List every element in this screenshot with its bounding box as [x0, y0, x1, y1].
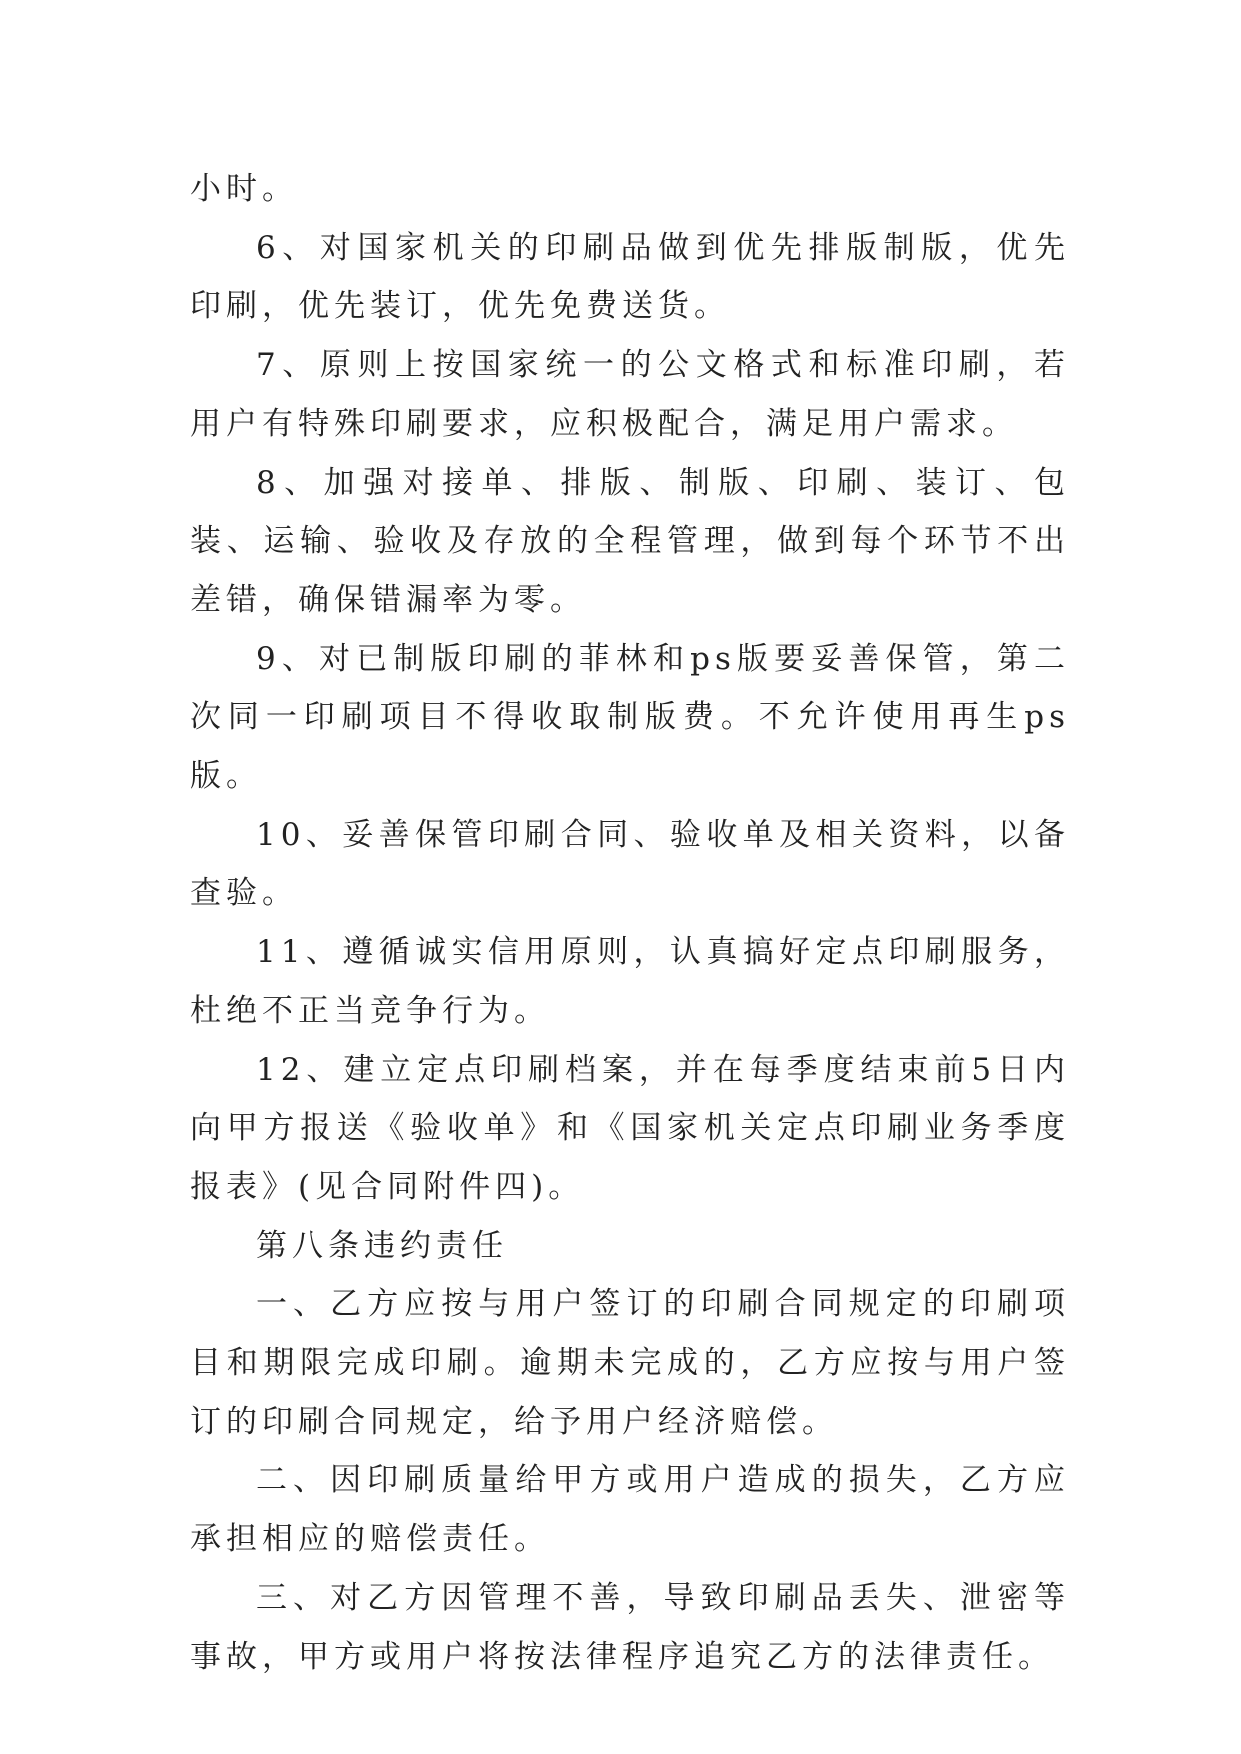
paragraph-liability-3: 三、对乙方因管理不善，导致印刷品丢失、泄密等事故，甲方或用户将按法律程序追究乙方的法律责任。: [190, 1579, 1070, 1675]
section-heading-article-8: 第八条违约责任: [256, 1227, 508, 1264]
paragraph-item-10: 10、妥善保管印刷合同、验收单及相关资料，以备查验。: [190, 816, 1070, 912]
paragraph-liability-2: 二、因印刷质量给甲方或用户造成的损失，乙方应承担相应的赔偿责任。: [190, 1462, 1070, 1558]
paragraph-continuation: 小时。: [190, 171, 298, 207]
document-body: [190, 160, 1070, 1686]
paragraph-item-11: 11、遵循诚实信用原则，认真搞好定点印刷服务，杜绝不正当竞争行为。: [190, 934, 1070, 1029]
paragraph-item-9: 9、对已制版印刷的菲林和ps版要妥善保管，第二次同一印刷项目不得收取制版费。不允许使用再生ps版。: [190, 640, 1070, 795]
paragraph-item-12: 12、建立定点印刷档案，并在每季度结束前5日内向甲方报送《验收单》和《国家机关定点印刷业务季度报表》(见合同附件四)。: [190, 1051, 1070, 1205]
paragraph-liability-1: 一、乙方应按与用户签订的印刷合同规定的印刷项目和期限完成印刷。逾期未完成的，乙方应按与用户签订的印刷合同规定，给予用户经济赔偿。: [190, 1286, 1070, 1440]
paragraph-item-6: 6、对国家机关的印刷品做到优先排版制版，优先印刷，优先装订，优先免费送货。: [190, 229, 1070, 325]
paragraph-item-8: 8、加强对接单、排版、制版、印刷、装订、包装、运输、验收及存放的全程管理，做到每个环节不出差错，确保错漏率为零。: [190, 464, 1070, 618]
paragraph-item-7: 7、原则上按国家统一的公文格式和标准印刷，若用户有特殊印刷要求，应积极配合，满足用户需求。: [190, 347, 1070, 442]
